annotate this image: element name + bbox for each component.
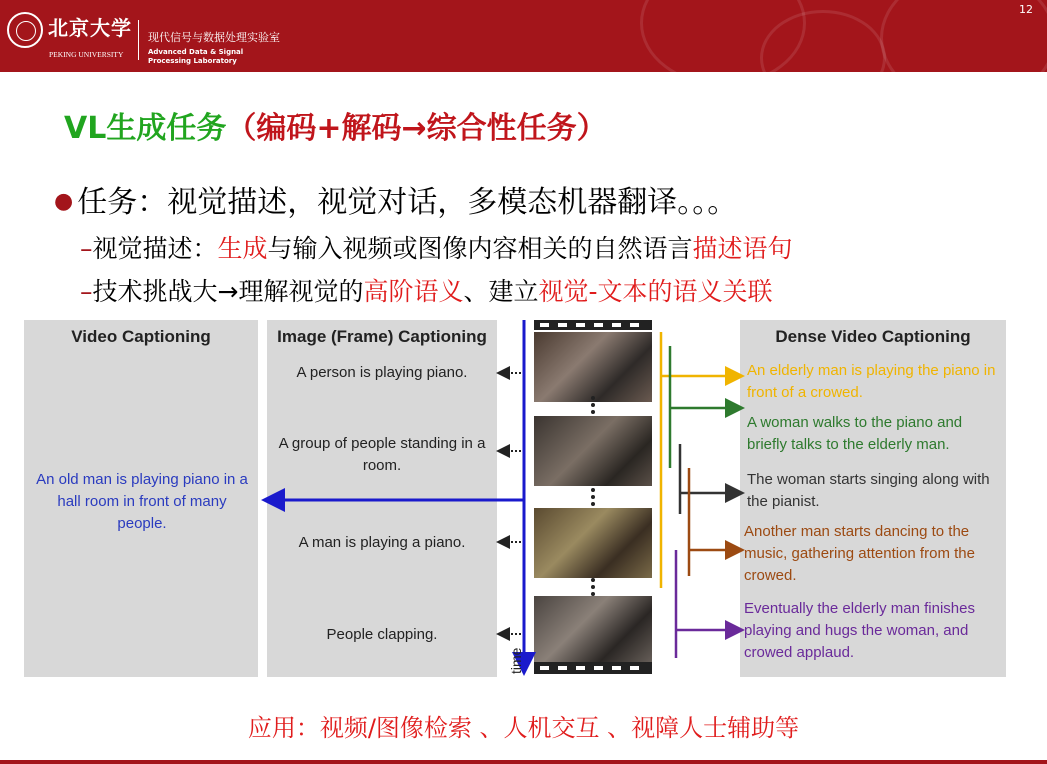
page-number: 12	[1019, 3, 1033, 16]
header-divider	[138, 20, 139, 60]
title-main: VL生成任务	[64, 111, 227, 146]
video-caption: An old man is playing piano in a hall room in front of many people.	[36, 471, 248, 532]
dense-captioning-header: Dense Video Captioning	[775, 327, 971, 346]
video-captioning-header: Video Captioning	[71, 327, 211, 346]
slide-title	[64, 103, 607, 147]
image-captioning-header: Image (Frame) Captioning	[277, 327, 487, 346]
bullet-tasks	[54, 177, 737, 221]
applications-footer: 应用：视频/图像检索 、人机交互 、视障人士辅助等	[247, 714, 800, 742]
dense-caption-2: A woman walks to the piano and briefly talks to the elderly man.	[747, 414, 963, 453]
sub2-highlight-2: 视觉-文本的语义关联	[538, 277, 773, 306]
bullet-tasks-text: 任务：视觉描述，视觉对话，多模态机器翻译。。。	[77, 185, 738, 220]
captioning-figure	[24, 318, 1006, 679]
frame-caption-1: A person is playing piano.	[296, 364, 468, 381]
dense-caption-1: An elderly man is playing the piano in front of a crowed.	[747, 362, 996, 401]
sub1-text-1: 视觉描述：	[92, 234, 218, 263]
dense-caption-5: Eventually the elderly man finishes playing and hugs the woman, and crowed applaud.	[744, 600, 975, 661]
frame-caption-4: People clapping.	[326, 626, 438, 643]
dash-icon: –	[80, 277, 93, 306]
dense-caption-4: Another man starts dancing to the music, gathering attention from the crowed.	[744, 523, 975, 584]
lab-name-en: Advanced Data & Signal Processing Laboratory	[148, 48, 244, 65]
figure-arrows	[24, 318, 1006, 679]
sub1-highlight-1: 生成	[217, 234, 268, 263]
dense-caption-3: The woman starts singing along with the pianist.	[747, 471, 990, 510]
sub-bullet-visual-description	[80, 229, 793, 265]
bullet-dot-icon: ●	[54, 189, 74, 214]
sub-bullet-challenges	[80, 272, 773, 308]
frame-caption-2: A group of people standing in a room.	[278, 435, 486, 474]
title-paren: （编码+解码→综合性任务）	[226, 111, 607, 146]
sub2-text-2: 、建立	[463, 277, 539, 306]
sub1-highlight-2: 描述语句	[692, 234, 793, 263]
frame-caption-3: A man is playing a piano.	[298, 534, 466, 551]
sub2-highlight-1: 高阶语义	[363, 277, 464, 306]
sub1-text-2: 与输入视频或图像内容相关的自然语言	[267, 234, 693, 263]
university-seal-icon	[7, 12, 43, 48]
sub2-text-1: 技术挑战大→理解视觉的	[92, 277, 364, 306]
dash-icon: –	[80, 234, 93, 263]
university-name-en: PEKING UNIVERSITY	[49, 50, 124, 59]
header-banner	[0, 0, 1047, 72]
university-name-cn: 北京大学	[48, 16, 132, 40]
time-axis-label: time	[508, 647, 524, 674]
lab-name-cn: 现代信号与数据处理实验室	[148, 31, 280, 44]
bottom-divider	[0, 760, 1047, 764]
